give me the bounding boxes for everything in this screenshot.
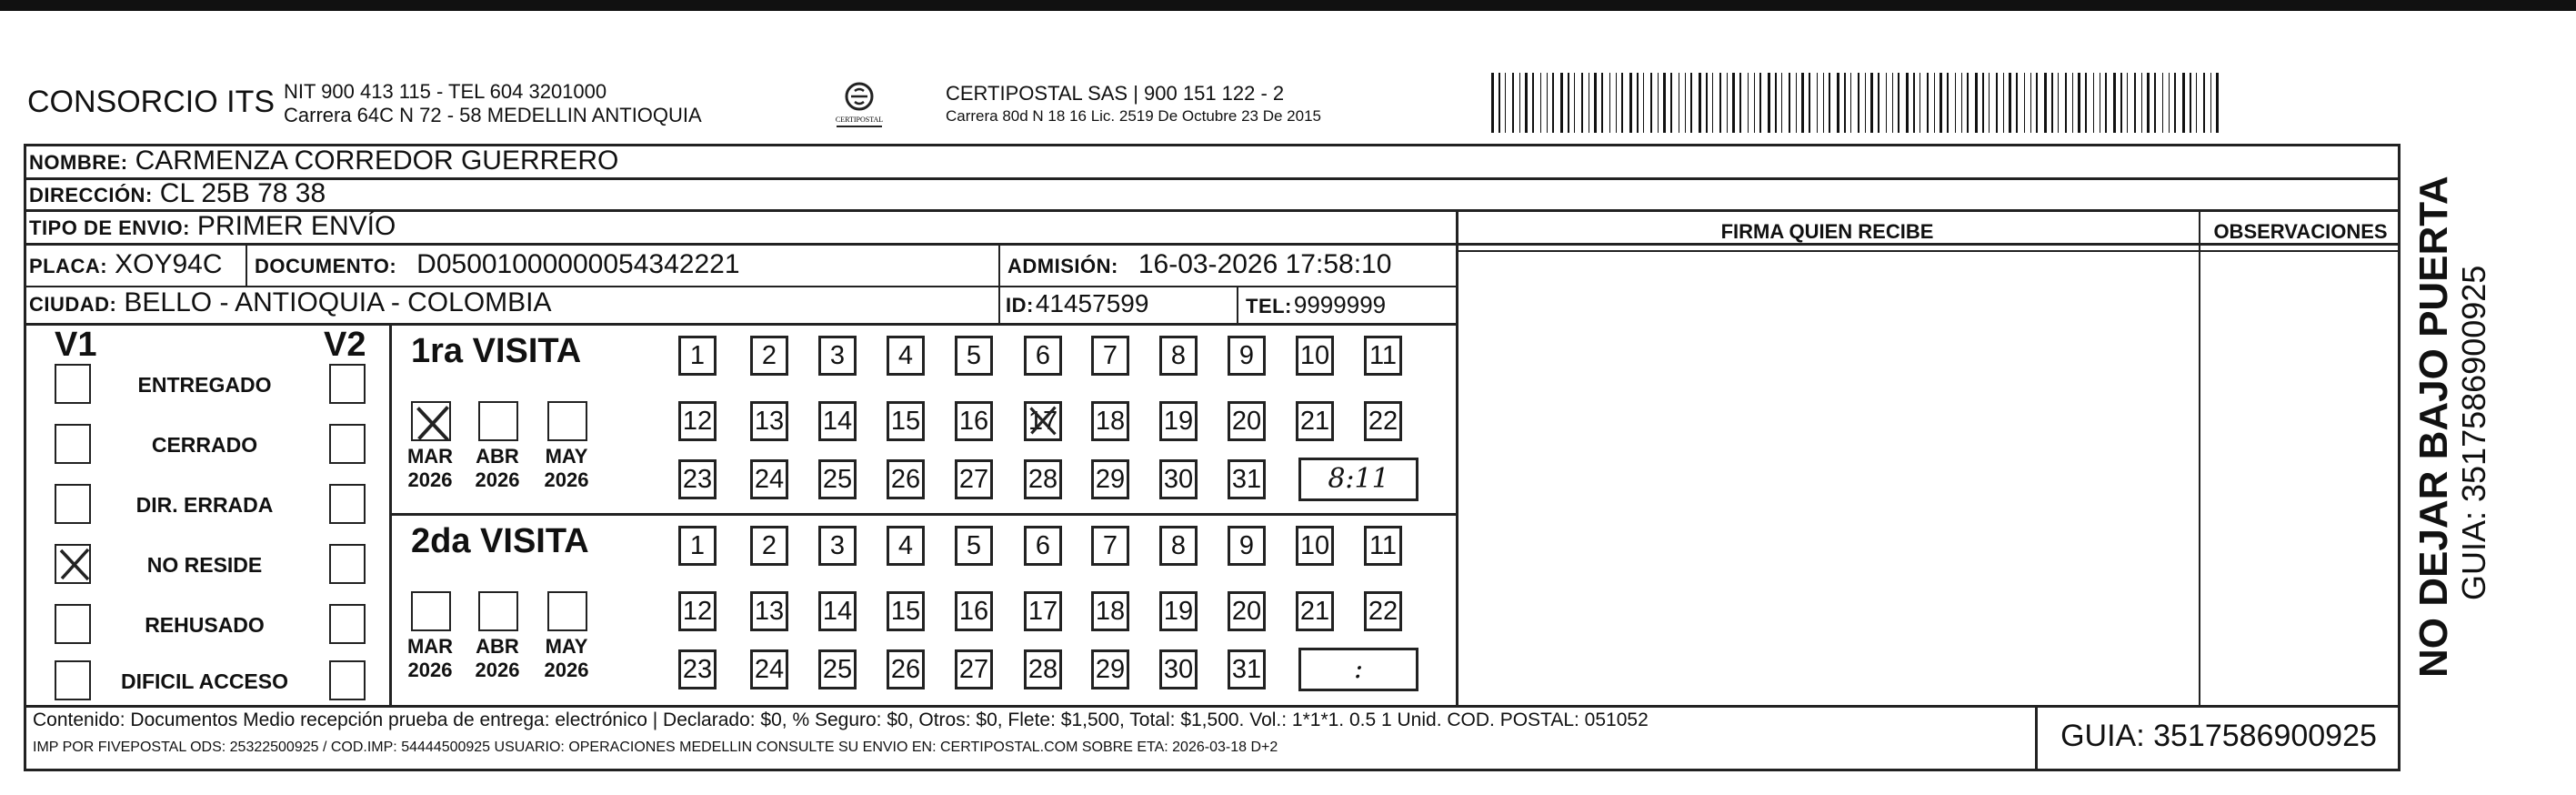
- direccion-label: DIRECCIÓN:: [29, 184, 153, 206]
- v1-checkbox[interactable]: [55, 484, 91, 524]
- time-field[interactable]: 8:11: [1298, 458, 1418, 501]
- v1-checkbox[interactable]: [55, 364, 91, 404]
- day-box[interactable]: 4: [887, 526, 925, 566]
- ciudad-label: CIUDAD:: [29, 293, 117, 316]
- day-box[interactable]: 25: [818, 649, 857, 689]
- signature-area[interactable]: [1458, 253, 2197, 703]
- day-box[interactable]: 24: [750, 459, 788, 499]
- month-label: MAR 2026: [406, 445, 454, 491]
- day-box[interactable]: 14: [818, 401, 857, 441]
- status-label: REHUSADO: [145, 613, 265, 637]
- day-box[interactable]: 7: [1091, 526, 1129, 566]
- footer-guia: GUIA: 3517586900925: [2060, 719, 2377, 753]
- documento-label: DOCUMENTO:: [255, 255, 397, 277]
- time-field[interactable]: :: [1298, 648, 1418, 691]
- certipostal-logo: [827, 76, 891, 131]
- ciudad-row: [29, 287, 552, 318]
- firma-header: FIRMA QUIEN RECIBE: [1720, 220, 1934, 243]
- day-box[interactable]: 18: [1091, 401, 1129, 441]
- day-box[interactable]: 8: [1159, 336, 1198, 376]
- day-box[interactable]: 28: [1024, 459, 1062, 499]
- tel-label: TEL:: [1246, 295, 1292, 317]
- month-label: ABR 2026: [475, 635, 520, 681]
- day-box[interactable]: 27: [955, 649, 993, 689]
- admision-row: [1007, 249, 1391, 280]
- day-box[interactable]: 26: [887, 459, 925, 499]
- observations-area[interactable]: [2201, 253, 2399, 703]
- day-box[interactable]: 26: [887, 649, 925, 689]
- day-box[interactable]: 19: [1159, 591, 1198, 631]
- day-box[interactable]: 2: [750, 336, 788, 376]
- day-box[interactable]: 15: [887, 401, 925, 441]
- status-label: DIR. ERRADA: [135, 493, 274, 517]
- id-value: 41457599: [1035, 289, 1149, 317]
- day-box[interactable]: 18: [1091, 591, 1129, 631]
- top-border: [0, 0, 2576, 11]
- day-box[interactable]: 12: [678, 401, 717, 441]
- month-label: MAR 2026: [406, 635, 454, 681]
- day-box[interactable]: 16: [955, 401, 993, 441]
- month-checkbox[interactable]: [478, 401, 518, 441]
- day-box[interactable]: 12: [678, 591, 717, 631]
- day-box[interactable]: 7: [1091, 336, 1129, 376]
- day-box[interactable]: 13: [750, 591, 788, 631]
- day-box[interactable]: 21: [1296, 401, 1334, 441]
- month-checkbox[interactable]: [411, 401, 451, 441]
- tipo-envio-label: TIPO DE ENVIO:: [29, 216, 190, 239]
- barcode: [1491, 73, 2228, 133]
- placa-value: XOY94C: [115, 249, 223, 279]
- day-box[interactable]: 29: [1091, 649, 1129, 689]
- day-box[interactable]: 22: [1364, 401, 1402, 441]
- day-box[interactable]: 10: [1296, 526, 1334, 566]
- v1-checkbox[interactable]: [55, 424, 91, 464]
- v1-checkbox[interactable]: [55, 660, 91, 700]
- day-box[interactable]: 29: [1091, 459, 1129, 499]
- month-label: MAY 2026: [544, 635, 589, 681]
- nombre-value: CARMENZA CORREDOR GUERRERO: [135, 146, 619, 176]
- day-box[interactable]: 24: [750, 649, 788, 689]
- day-box[interactable]: 25: [818, 459, 857, 499]
- v2-checkbox[interactable]: [329, 364, 366, 404]
- day-box[interactable]: 9: [1228, 526, 1266, 566]
- day-box[interactable]: 11: [1364, 526, 1402, 566]
- day-box[interactable]: 4: [887, 336, 925, 376]
- documento-row: [255, 249, 740, 280]
- day-box[interactable]: 23: [678, 459, 717, 499]
- nombre-row: [29, 146, 618, 176]
- day-box[interactable]: 11: [1364, 336, 1402, 376]
- nombre-label: NOMBRE:: [29, 151, 128, 174]
- company-address: Carrera 64C N 72 - 58 MEDELLIN ANTIOQUIA: [284, 104, 702, 126]
- day-box[interactable]: 5: [955, 526, 993, 566]
- direccion-row: [29, 178, 326, 209]
- day-box[interactable]: 16: [955, 591, 993, 631]
- side-guia: GUIA: 3517586900925: [2455, 265, 2492, 600]
- day-box[interactable]: 1: [678, 336, 717, 376]
- day-box[interactable]: 2: [750, 526, 788, 566]
- month-checkbox[interactable]: [547, 591, 587, 631]
- certipostal-line1: CERTIPOSTAL SAS | 900 151 122 - 2: [946, 82, 1285, 105]
- month-label: MAY 2026: [544, 445, 589, 491]
- day-box[interactable]: 3: [818, 526, 857, 566]
- day-box[interactable]: 6: [1024, 526, 1062, 566]
- day-box[interactable]: 27: [955, 459, 993, 499]
- day-box[interactable]: 20: [1228, 591, 1266, 631]
- day-box[interactable]: 31: [1228, 459, 1266, 499]
- day-box[interactable]: 9: [1228, 336, 1266, 376]
- day-box[interactable]: 31: [1228, 649, 1266, 689]
- month-checkbox[interactable]: [547, 401, 587, 441]
- ciudad-value: BELLO - ANTIOQUIA - COLOMBIA: [124, 287, 552, 317]
- day-box[interactable]: 30: [1159, 649, 1198, 689]
- day-box[interactable]: 28: [1024, 649, 1062, 689]
- status-label: CERRADO: [151, 433, 258, 457]
- day-box[interactable]: 10: [1296, 336, 1334, 376]
- day-box[interactable]: 5: [955, 336, 993, 376]
- month-checkbox[interactable]: [478, 591, 518, 631]
- company-name: CONSORCIO ITS: [27, 85, 276, 119]
- footer-contenido: Contenido: Documentos Medio recepción prueba de entrega: electrónico | Declarado: $0, % Seguro: $0, Otros: $0, Flete: $1,500, Total: $1,500. Vol.: 1*1*1. 0.5 1 Unid. COD. POSTAL: 051052: [33, 709, 1649, 730]
- v1-checkbox[interactable]: [55, 544, 91, 584]
- day-box[interactable]: 6: [1024, 336, 1062, 376]
- v2-checkbox[interactable]: [329, 544, 366, 584]
- footer-imp: IMP POR FIVEPOSTAL ODS: 25322500925 / COD.IMP: 54444500925 USUARIO: OPERACIONES MEDELLIN CONSULTE SU ENVIO EN: CERTIPOSTAL.COM SOBRE ETA: 2026-03-18 D+2: [33, 740, 1278, 755]
- month-checkbox[interactable]: [411, 591, 451, 631]
- v1-checkbox[interactable]: [55, 604, 91, 644]
- day-box[interactable]: 1: [678, 526, 717, 566]
- day-box[interactable]: 8: [1159, 526, 1198, 566]
- side-warning: NO DEJAR BAJO PUERTA: [2411, 176, 2456, 678]
- day-box[interactable]: 14: [818, 591, 857, 631]
- tel-value: 9999999: [1293, 291, 1387, 318]
- day-box[interactable]: 23: [678, 649, 717, 689]
- v2-checkbox[interactable]: [329, 604, 366, 644]
- v2-checkbox[interactable]: [329, 660, 366, 700]
- observaciones-header: OBSERVACIONES: [2213, 220, 2388, 243]
- tel-row: [1246, 291, 1386, 319]
- company-nit: NIT 900 413 115 - TEL 604 3201000: [284, 80, 607, 103]
- day-box[interactable]: 20: [1228, 401, 1266, 441]
- tipo-envio-row: [29, 211, 396, 242]
- day-box[interactable]: 21: [1296, 591, 1334, 631]
- v2-checkbox[interactable]: [329, 424, 366, 464]
- placa-label: PLACA:: [29, 255, 108, 277]
- admision-value: 16-03-2026 17:58:10: [1138, 249, 1392, 279]
- day-box[interactable]: 17: [1024, 401, 1062, 441]
- v2-checkbox[interactable]: [329, 484, 366, 524]
- v2-label: V2: [324, 326, 366, 364]
- day-box[interactable]: 17: [1024, 591, 1062, 631]
- certipostal-line2: Carrera 80d N 18 16 Lic. 2519 De Octubre 23 De 2015: [946, 107, 1321, 125]
- day-box[interactable]: 15: [887, 591, 925, 631]
- tipo-envio-value: PRIMER ENVÍO: [196, 211, 396, 241]
- svg-text:CERTIPOSTAL: CERTIPOSTAL: [835, 116, 884, 124]
- visit-title: 1ra VISITA: [411, 332, 582, 370]
- day-box[interactable]: 30: [1159, 459, 1198, 499]
- day-box[interactable]: 22: [1364, 591, 1402, 631]
- v1-label: V1: [55, 326, 97, 364]
- month-label: ABR 2026: [475, 445, 520, 491]
- placa-row: [29, 249, 223, 280]
- day-box[interactable]: 13: [750, 401, 788, 441]
- day-box[interactable]: 19: [1159, 401, 1198, 441]
- visit-title: 2da VISITA: [411, 522, 589, 560]
- id-label: ID:: [1006, 294, 1034, 317]
- admision-label: ADMISIÓN:: [1007, 255, 1118, 277]
- direccion-value: CL 25B 78 38: [159, 178, 326, 208]
- id-row: [1006, 289, 1148, 318]
- day-box[interactable]: 3: [818, 336, 857, 376]
- documento-value: D05001000000054342221: [416, 249, 740, 279]
- status-label: ENTREGADO: [137, 373, 272, 397]
- status-label: DIFICIL ACCESO: [120, 669, 288, 693]
- status-label: NO RESIDE: [146, 553, 263, 577]
